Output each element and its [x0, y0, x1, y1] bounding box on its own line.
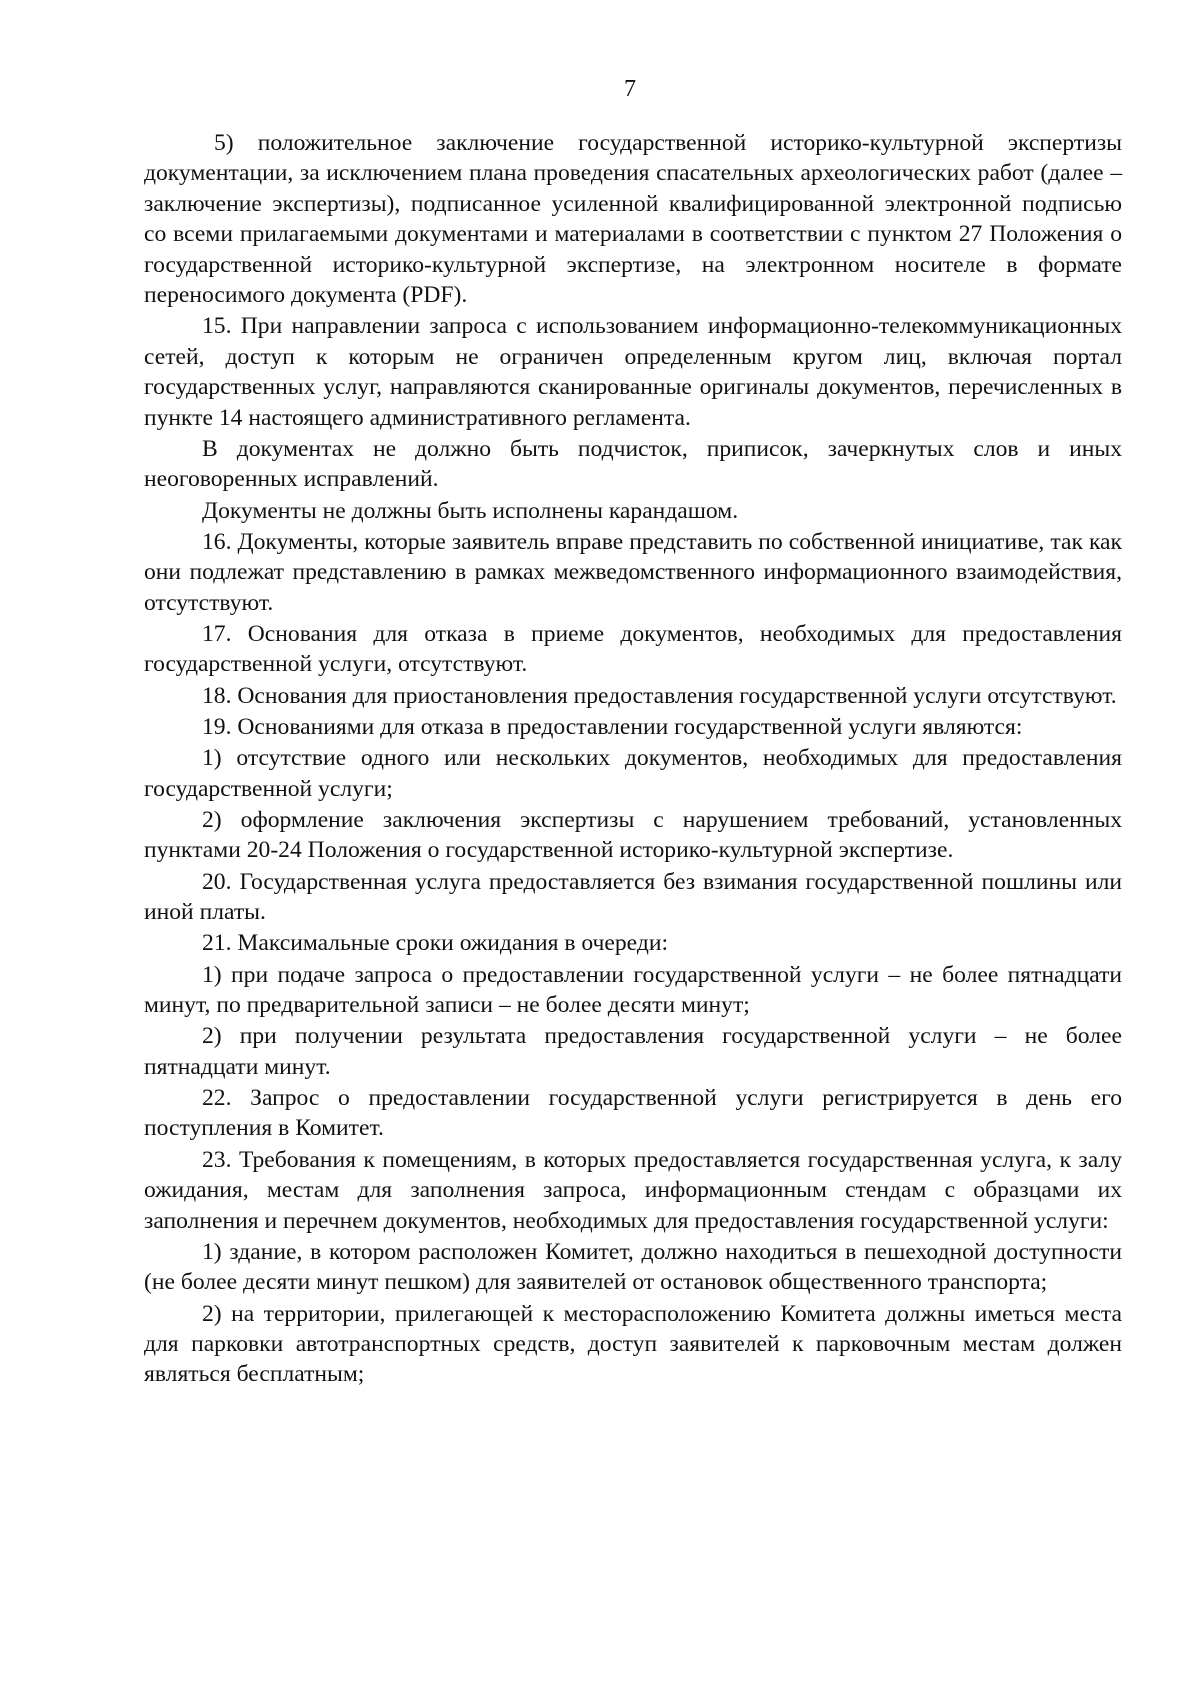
paragraph-no-pencil: Документы не должны быть исполнены карандашом.	[202, 497, 739, 524]
paragraph-clause-22: 22. Запрос о предоставлении государственной услуги регистрируется в день его поступления в Комитет.	[144, 1085, 1122, 1142]
paragraph-clause-19-item-2: 2) оформление заключения экспертизы с нарушением требований, установленных пунктами 20-24 Положения о государственной историко-культурной экспертизе.	[144, 806, 1122, 864]
paragraph-item-5: 5) положительное заключение государственной историко-культурной экспертизы документации, за исключением плана проведения спасательных археологических работ (далее – заключение экспертизы), подписанное усиленной квалифицированной электронной подписью со всеми прилагаемыми документами и материалами в соответствии с пунктом 27 Положения о государственной историко-культурной экспертизе, на электронном носителе в формате переносимого документа (PDF).	[144, 130, 1122, 309]
paragraph-clause-21: 21. Максимальные сроки ожидания в очереди:	[202, 930, 669, 957]
paragraph-clause-23-item-2: 2) на территории, прилегающей к месторасположению Комитета должны иметься места для парковки автотранспортных средств, доступ заявителей к парковочным местам должен являться бесплатным;	[144, 1300, 1122, 1388]
paragraph-clause-19: 19. Основаниями для отказа в предоставлении государственной услуги являются:	[202, 713, 1023, 740]
paragraph-clause-19-item-1: 1) отсутствие одного или нескольких документов, необходимых для предоставления государственной услуги;	[144, 745, 1122, 802]
paragraph-clause-18: 18. Основания для приостановления предоставления государственной услуги отсутствуют.	[202, 682, 1117, 709]
paragraph-clause-23: 23. Требования к помещениям, в которых предоставляется государственная услуга, к залу ожидания, местам для заполнения запроса, информационным стендам с образцами их заполнения и перечнем документов, необходимых для предоставления государственной услуги:	[144, 1146, 1122, 1234]
paragraph-clause-21-item-1: 1) при подаче запроса о предоставлении государственной услуги – не более пятнадцати минут, по предварительной записи – не более десяти минут;	[144, 961, 1122, 1019]
page-number: 7	[624, 76, 636, 102]
paragraph-clause-15: 15. При направлении запроса с использованием информационно-телекоммуникационных сетей, доступ к которым не ограничен определенным кругом лиц, включая портал государственных услуг, направляются сканированные оригиналы документов, перечисленных в пункте 14 настоящего административного регламента.	[144, 313, 1122, 431]
paragraph-clause-21-item-2: 2) при получении результата предоставления государственной услуги – не более пятнадцати минут.	[144, 1023, 1122, 1080]
paragraph-clause-17: 17. Основания для отказа в приеме документов, необходимых для предоставления государственной услуги, отсутствуют.	[144, 620, 1122, 678]
paragraph-clause-20: 20. Государственная услуга предоставляется без взимания государственной пошлины или иной платы.	[144, 868, 1122, 926]
paragraph-clause-23-item-1: 1) здание, в котором расположен Комитет, должно находиться в пешеходной доступности (не более десяти минут пешком) для заявителей от остановок общественного транспорта;	[144, 1238, 1122, 1296]
document-body	[144, 128, 1122, 1391]
paragraph-clause-16: 16. Документы, которые заявитель вправе представить по собственной инициативе, так как они подлежат представлению в рамках межведомственного информационного взаимодействия, отсутствуют.	[144, 528, 1122, 616]
paragraph-no-corrections: В документах не должно быть подчисток, приписок, зачеркнутых слов и иных неоговоренных исправлений.	[144, 435, 1122, 493]
